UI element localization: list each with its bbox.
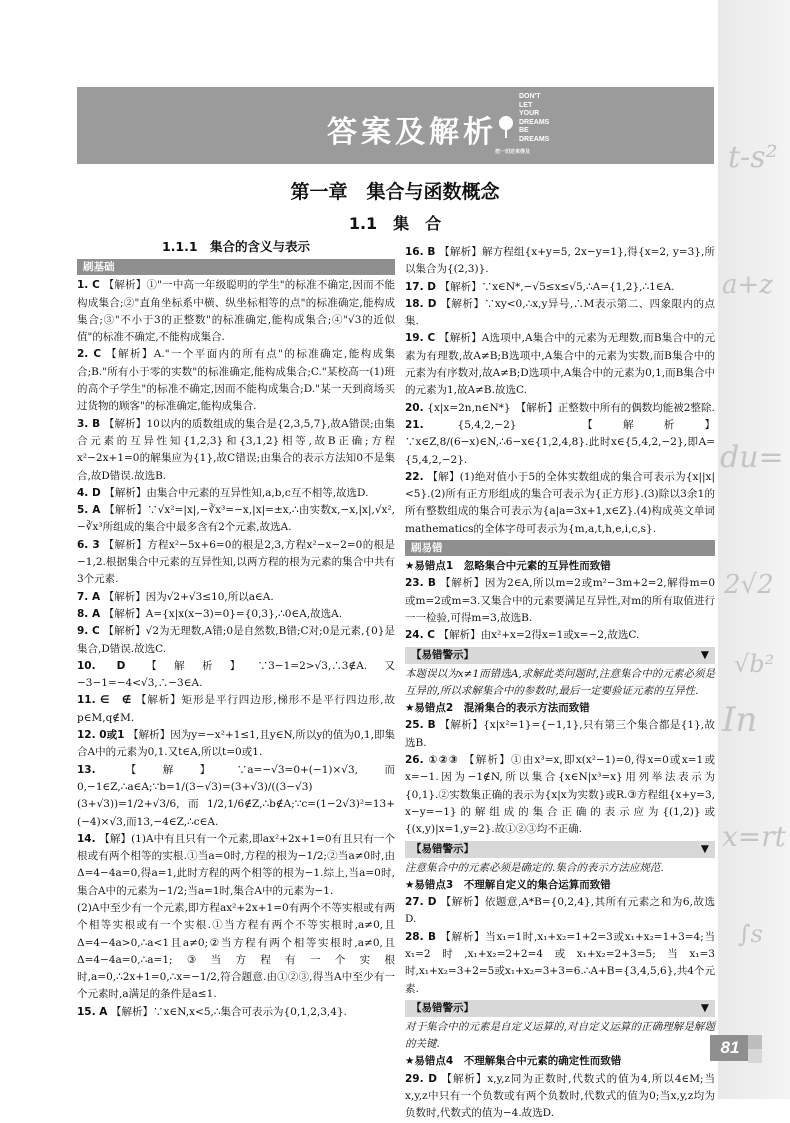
answer-text: 【解析】√2为无理数,A错;0是自然数,B错;C对;0是元素,{0}是集合,D错误.故选C. xyxy=(77,625,395,655)
math-doodle: du= xyxy=(720,440,784,475)
triangle-down-icon: ▼ xyxy=(700,842,709,855)
page-number: 81 xyxy=(710,1035,750,1061)
answer-text: 【解析】因为2∈A,所以m=2或m²−3m+2=2,解得m=0或m=2或m=3.又集合中的元素要满足互异性,对m的所有取值进行一一检验,可得m=3,故选B. xyxy=(405,577,716,624)
decorative-margin xyxy=(718,0,790,1099)
answer-text: {x|x=2n,n∈N*} 【解析】正整数中所有的偶数均能被2整除. xyxy=(427,401,715,414)
warning-bar: 【易错警示】 ▼ xyxy=(405,647,715,664)
math-doodle: √b² xyxy=(734,650,775,678)
mistake-point-heading: ★易错点3 不理解自定义的集合运算而致错 xyxy=(405,878,611,891)
answer-number: 15. A xyxy=(77,1005,112,1018)
answer-item xyxy=(77,346,395,415)
math-doodle: x=rt xyxy=(722,820,786,853)
answer-item xyxy=(77,658,395,693)
triangle-down-icon: ▼ xyxy=(700,648,709,661)
math-doodle: In xyxy=(722,700,758,740)
answer-item xyxy=(405,279,715,296)
decorative-square xyxy=(748,1035,762,1049)
warning-bar: 【易错警示】 ▼ xyxy=(405,841,715,858)
math-doodle: 2√2 xyxy=(724,570,774,600)
math-doodle: a+z xyxy=(722,270,773,300)
answer-number: 18. D xyxy=(405,297,441,310)
mistake-list xyxy=(405,558,715,1123)
answer-number: 23. B xyxy=(405,577,441,590)
answer-text: 【解析】①"一中高一年级聪明的学生"的标准不确定,因而不能构成集合;②"直角坐标系中横、纵坐标相等的点"的标准确定,能构成集合;③"不小于3的正整数"的标准确定,能构成集合;④"√3的近似值"的标准不确定,不能构成集合. xyxy=(77,279,396,344)
answer-number: 1. C xyxy=(77,279,104,292)
dreams-logo xyxy=(495,93,565,159)
answer-number: 25. B xyxy=(405,719,440,732)
answer-number: 12. 0或1 xyxy=(77,729,129,742)
warning-note: 注意集合中的元素必须是确定的.集合的表示方法应规范. xyxy=(405,861,664,874)
answer-item xyxy=(405,400,715,417)
answer-number: 14. xyxy=(77,832,100,845)
logo-line: DON'T xyxy=(519,93,541,100)
answer-item xyxy=(405,752,715,838)
answer-list xyxy=(405,244,715,538)
answer-text: (2)A中至少有一个元素,即方程ax²+2x+1=0有两个不等实根或有两个相等实根或有一个实根.①当方程有两个不等实根时,a≠0,且Δ=4−4a>0,∴a<1且a≠0;②当方程有两个相等实根时,a≠0,且Δ=4−4a=0,∴a=1;③当方程有一个实根时,a=0,∴2x+1=0,∴x=−1/2,符合题意.由①②③,得当A中至少有一个元素时,a满足的条件是a≤1. xyxy=(77,901,395,1001)
answer-item xyxy=(405,717,715,752)
answer-text: 【解析】{x|x²=1}={−1,1},只有第三个集合都是{1},故选B. xyxy=(405,719,715,749)
answer-text: 【解析】∵xy<0,∴x,y异号,∴M表示第二、四象限内的点集. xyxy=(405,297,715,328)
answer-number: 3. B xyxy=(77,417,104,430)
answer-item xyxy=(405,627,715,644)
mistakes-practice-tag: 刷易错 xyxy=(405,540,715,556)
answer-text: 【解析】x,y,z同为正数时,代数式的值为4,所以4∈M;当x,y,z中只有一个负数或有两个负数时,代数式的值为0;当x,y,z均为负数时,代数式的值为−4.故选D. xyxy=(405,1072,715,1120)
answer-item xyxy=(77,1004,395,1021)
subsection-title: 1.1.1 集合的含义与表示 xyxy=(161,239,311,254)
answer-number: 29. D xyxy=(405,1072,442,1085)
answer-text: 【解析】因为√2+√3≤10,所以a∈A. xyxy=(103,590,274,603)
mistake-point-heading: ★易错点2 混淆集合的表示方法而致错 xyxy=(405,702,590,715)
left-column xyxy=(77,236,395,1021)
answer-item xyxy=(405,894,715,929)
logo-caption: 把一切还来得及 xyxy=(495,149,531,155)
answer-item xyxy=(77,537,395,589)
answer-item xyxy=(77,831,395,900)
answer-text: 【解】(1)绝对值小于5的全体实数组成的集合可表示为{x||x|<5}.(2)所有正方形组成的集合可表示为{正方形}.(3)除以3余1的所有整数组成的集合可表示为{a|a=3x+1,x∈Z}.(4)构成英文单词mathematics的全体字母可表示为{m,a,t,h,e,i,c,s}. xyxy=(405,470,715,535)
answer-text: 【解析】A={x|x(x−3)=0}={0,3},∴0∈A,故选A. xyxy=(103,607,343,620)
answer-number: 28. B xyxy=(405,930,441,943)
section-title: 1.1 集 合 xyxy=(348,214,442,233)
mistake-point-heading: ★易错点1 忽略集合中元素的互异性而致错 xyxy=(405,560,611,573)
answer-item xyxy=(77,485,395,502)
basic-practice-tag: 刷基础 xyxy=(77,259,395,275)
logo-line: LET xyxy=(519,101,533,109)
answer-text: 【解析】①由x³=x,即x(x²−1)=0,得x=0或x=1或x=−1.因为−1∉N,所以集合{x∈N|x³=x}用列举法表示为{0,1}.②实数集正确的表示为{x|x为实数}或R.③方程组{x+y=3, x−y=−1}的解组成的集合正确的表示应为{(1,2)}或{(x,y)|x=1,y=2}.故①②③均不正确. xyxy=(405,754,715,836)
answer-text: 【解析】A."一个平面内的所有点"的标准确定,能构成集合;B."所有小于零的实数"的标准确定,能构成集合;C."某校高一(1)班的高个子学生"的标准不确定,因而不能构成集合;D."某一天到商场买过货物的顾客"的标准确定,能构成集合. xyxy=(77,348,395,413)
answer-number: 26. ①②③ xyxy=(405,754,464,767)
answer-item xyxy=(405,469,715,538)
answer-text: 【解析】∵x∈N,x<5,∴集合可表示为{0,1,2,3,4}. xyxy=(111,1005,347,1018)
answer-number: 4. D xyxy=(77,486,105,499)
answer-text: 【解析】因为y=−x²+1≤1,且y∈N,所以y的值为0,1,即集合A中的元素为0,1.又t∈A,所以t=0或1. xyxy=(77,729,395,759)
answer-number: 2. C xyxy=(77,348,107,361)
decorative-square xyxy=(748,1049,762,1063)
answer-item xyxy=(77,277,395,346)
answer-number: 6. 3 xyxy=(77,538,104,551)
answer-item xyxy=(77,416,395,485)
answer-item xyxy=(405,244,715,279)
answer-number: 17. D xyxy=(405,280,440,293)
answer-text: 【解析】由集合中元素的互异性知,a,b,c互不相等,故选D. xyxy=(104,486,369,499)
answer-number: 10. D xyxy=(77,659,147,672)
answer-number: 21. xyxy=(405,418,458,431)
answer-text: 【解】∵a=−√3=0+(−1)×√3,而0,−1∈Z,∴a∈A;∵b=1/(3−√3)=(3+√3)/((3−√3)(3+√3))=1/2+√3/6,而1/2,1/6∉Z,∴b∉A;∵c=(1−2√3)²=13+(−4)×√3,而13,−4∈Z,∴c∈A. xyxy=(77,763,395,828)
answer-text: 【解析】方程x²−5x+6=0的根是2,3,方程x²−x−2=0的根是−1,2.根据集合中元素的互异性知,以两方程的根为元素的集合中共有3个元素. xyxy=(77,538,395,586)
answer-number: 22. xyxy=(405,470,428,483)
answer-number: 11. ∈ ∉ xyxy=(77,694,136,707)
answer-item xyxy=(405,417,715,469)
answer-number: 7. A xyxy=(77,590,104,603)
answer-item xyxy=(405,929,715,998)
answer-item xyxy=(405,330,715,399)
answer-text: 【解析】由x²+x=2得x=1或x=−2,故选C. xyxy=(438,629,640,642)
answer-number: 5. A xyxy=(77,504,105,517)
chapter-title: 第一章 集合与函数概念 xyxy=(290,181,500,203)
answer-text: 【解析】10以内的质数组成的集合是{2,3,5,7},故A错误;由集合元素的互异性知{1,2,3}和{3,1,2}相等,故B正确;方程x²−2x+1=0的解集应为{1},故C错误;由集合的表示方法知0不是集合,故D错误.故选B. xyxy=(77,417,395,482)
answer-number: 20. xyxy=(405,401,428,414)
triangle-down-icon: ▼ xyxy=(700,1001,709,1014)
answer-item xyxy=(77,692,395,727)
answers-banner xyxy=(77,87,714,164)
logo-line: DREAMS xyxy=(519,118,550,126)
answer-item xyxy=(405,296,715,331)
answer-item xyxy=(77,502,395,537)
answer-number: 13. xyxy=(77,763,126,776)
warning-note: 对于集合中的元素是自定义运算的,对自定义运算的正确理解是解题的关键. xyxy=(405,1020,715,1051)
answer-item xyxy=(405,575,715,627)
answer-text: 【解析】当x₁=1时,x₁+x₂=1+2=3或x₁+x₂=1+3=4;当x₁=2时,x₁+x₂=2+2=4或x₁+x₂=2+3=5;当x₁=3时,x₁+x₂=3+2=5或x₁+x₂=3+3=6.∴A+B={3,4,5,6},共4个元素. xyxy=(405,930,715,995)
logo-line: YOUR xyxy=(519,110,540,117)
answer-item xyxy=(77,900,395,1004)
answer-text: 【解析】∵x∈N*,−√5≤x≤√5,∴A={1,2},∴1∈A. xyxy=(439,280,675,293)
answer-number: 27. D xyxy=(405,896,441,909)
logo-line: BE xyxy=(519,127,529,134)
answer-number: 19. C xyxy=(405,332,439,345)
logo-line: DREAMS xyxy=(519,135,550,143)
warning-note: 本题误以为x≠1而错选A,求解此类问题时,注意集合中的元素必须是互异的,所以求解集合中的参数时,最后一定要验证元素的互异性. xyxy=(405,667,715,697)
answer-item xyxy=(77,606,395,623)
answer-list xyxy=(77,277,395,1021)
answer-number: 8. A xyxy=(77,607,104,620)
answer-text: 【解析】解方程组{x+y=5, 2x−y=1},得{x=2, y=3},所以集合为{(2,3)}. xyxy=(405,246,715,276)
answer-item xyxy=(77,623,395,658)
answer-text: 【解】(1)A中有且只有一个元素,即ax²+2x+1=0有且只有一个根或有两个相等的实根.①当a=0时,方程的根为−1/2;②当a≠0时,由Δ=4−4a=0,得a=1,此时方程的两个相等的根为−1.综上,当a=0时,集合A中的元素为−1/2;当a=1时,集合A中的元素为−1. xyxy=(77,832,395,897)
answer-item xyxy=(405,1071,715,1123)
mistake-point-heading: ★易错点4 不理解集合中元素的确定性而致错 xyxy=(405,1055,622,1068)
tree-icon xyxy=(495,115,517,139)
answer-text: 【解析】∵√x²=|x|,−∛x³=−x,|x|=±x,∴由实数x,−x,|x|,√x²,−∛x³所组成的集合中最多含有2个元素,故选A. xyxy=(77,504,395,534)
answer-text: {5,4,2,−2} 【解析】∵x∈Z,8/(6−x)∈N,∴6−x∈{1,2,4,8}.此时x∈{5,4,2,−2},即A={5,4,2,−2}. xyxy=(405,418,715,466)
banner-title: 答案及解析 xyxy=(327,115,497,150)
answer-item xyxy=(77,727,395,762)
answer-item xyxy=(77,589,395,606)
answer-text: 【解析】依题意,A*B={0,2,4},其所有元素之和为6,故选D. xyxy=(405,896,715,926)
math-doodle: t-s² xyxy=(728,140,778,175)
answer-text: 【解析】∵3−1=2>√3,∴3∉A.又−3−1=−4<√3,∴−3∈A. xyxy=(77,659,395,690)
warning-bar: 【易错警示】 ▼ xyxy=(405,1000,715,1017)
answer-number: 9. C xyxy=(77,625,104,638)
answer-number: 24. C xyxy=(405,629,439,642)
answer-text: 【解析】矩形是平行四边形,梯形不是平行四边形,故p∈M,q∉M. xyxy=(77,694,395,724)
answer-text: 【解析】A选项中,A集合中的元素为无理数,而B集合中的元素为有理数,故A≠B;B选项中,A集合中的元素为实数,而B集合中的元素为有序数对,故A≠B;D选项中,A集合中的元素为0,1,而B集合中的元素为1,故A≠B.故选C. xyxy=(405,332,715,397)
right-column xyxy=(405,244,715,1123)
answer-item xyxy=(77,762,395,831)
math-doodle: ∫s xyxy=(738,920,763,948)
answer-number: 16. B xyxy=(405,246,440,258)
